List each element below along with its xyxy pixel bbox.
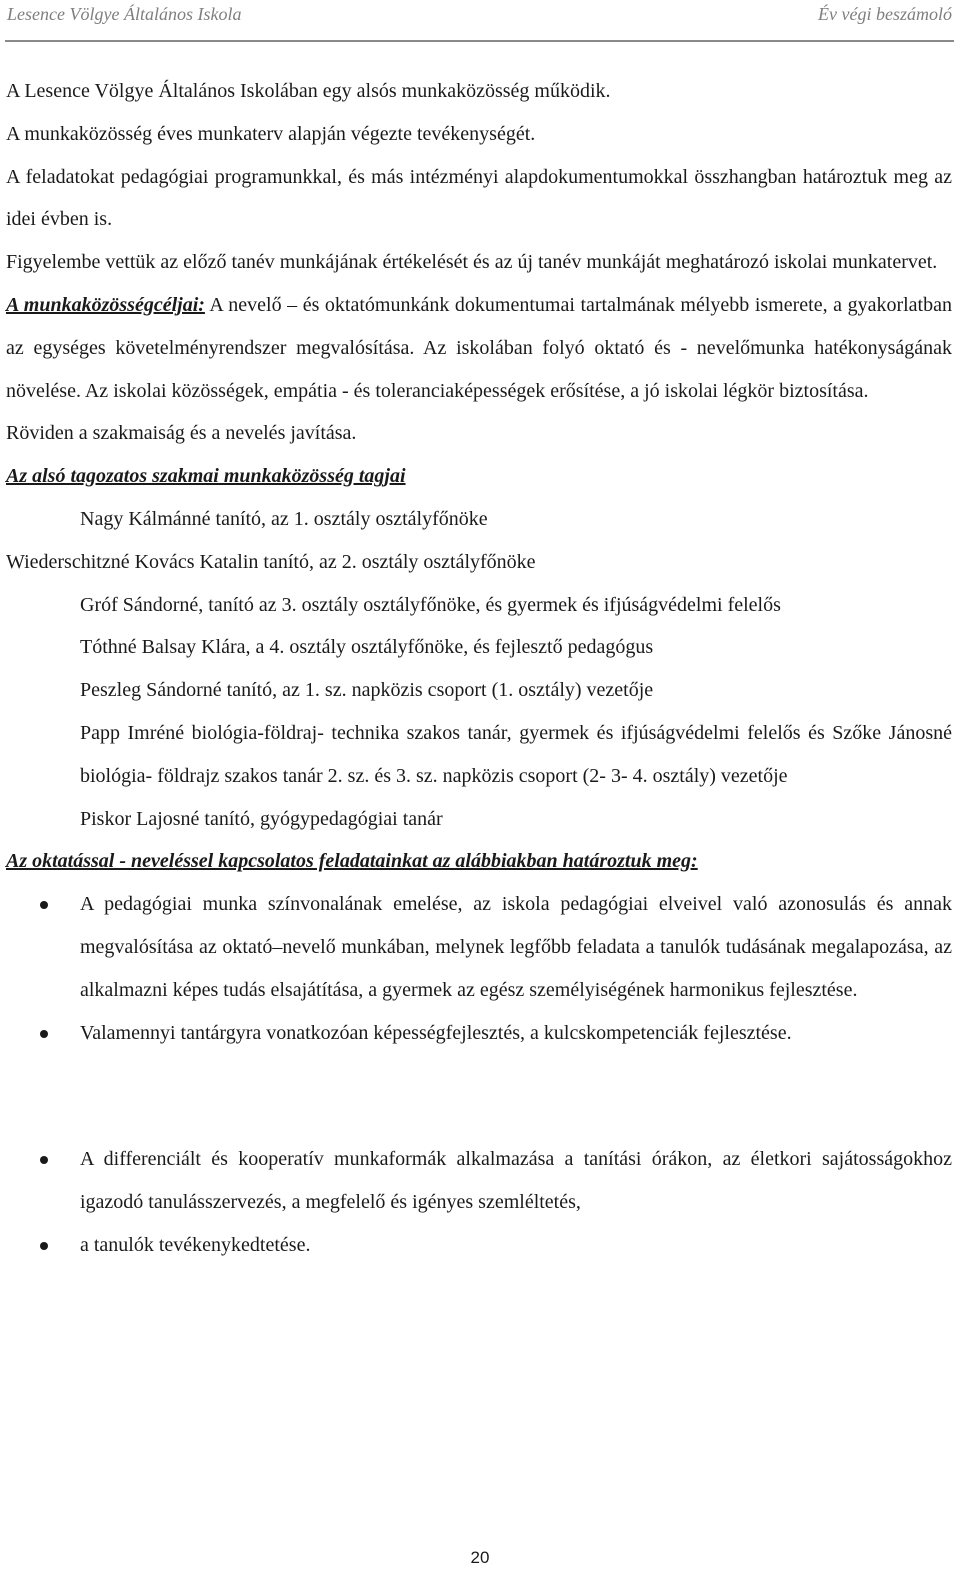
summary-line: Röviden a szakmaiság és a nevelés javítása. (6, 422, 357, 445)
task-bullet-text: A pedagógiai munka színvonalának emelése, az iskola pedagógiai elveivel való azonosulás és annak megvalósítása az oktató–nevelő munkában, melynek legfőbb feladata a tanulók tudásának megalapozása, az alkalmazni képes tudás elsajátítása, a gyermek az egész személyiségének harmonikus fejlesztése. (80, 893, 952, 1001)
member-item: Tóthné Balsay Klára, a 4. osztály osztályfőnöke, és fejlesztő pedagógus (80, 636, 654, 659)
task-bullet-text: a tanulók tevékenykedtetése. (80, 1233, 311, 1256)
task-bullet-text: Valamennyi tantárgyra vonatkozóan képességfejlesztés, a kulcskompetenciák fejlesztése. (80, 1021, 792, 1044)
paragraph-gap (6, 1054, 952, 1138)
bullet-icon (40, 1242, 48, 1250)
intro-line-1: A Lesence Völgye Általános Iskolában egy alsós munkaközösség működik. (6, 80, 611, 102)
member-item: Piskor Lajosné tanító, gyógypedagógiai tanár (80, 807, 443, 830)
goals-label: A munkaközösségcéljai: (6, 293, 205, 316)
task-bullet-item (6, 1138, 952, 1224)
header-document-title: Év végi beszámoló (818, 4, 952, 24)
goals-paragraph (6, 284, 952, 412)
member-item: Papp Imréné biológia-földraj- technika szakos tanár, gyermek és ifjúságvédelmi felelős és Szőke Jánosné biológia- földrajz szakos tanár 2. sz. és 3. sz. napközis csoport (2- 3- 4. osztály) vezetője (80, 721, 952, 787)
intro-line-2: A munkaközösség éves munkaterv alapján végezte tevékenységét. (6, 122, 536, 145)
task-bullet-text: A differenciált és kooperatív munkaformák alkalmazása a tanítási órákon, az életkori sajátosságokhoz igazodó tanulásszervezés, a megfelelő és igényes szemléltetés, (80, 1148, 952, 1214)
intro-line-3: A feladatokat pedagógiai programunkkal, és más intézményi alapdokumentumokkal összhangban határoztuk meg az idei évben is. (6, 165, 952, 231)
task-bullet-item (6, 1012, 952, 1055)
member-item: Nagy Kálmánné tanító, az 1. osztály osztályfőnöke (80, 507, 488, 530)
task-bullet-item (6, 1224, 952, 1267)
members-heading: Az alsó tagozatos szakmai munkaközösség tagjai (6, 465, 406, 488)
tasks-list-b (6, 1138, 952, 1266)
page-header (0, 0, 960, 42)
tasks-list-a (6, 883, 952, 1054)
header-school-name: Lesence Völgye Általános Iskola (7, 4, 242, 24)
bullet-icon (40, 901, 48, 909)
member-item: Wiederschitzné Kovács Katalin tanító, az 2. osztály osztályfőnöke (6, 550, 536, 573)
bullet-icon (40, 1156, 48, 1164)
goals-text: A nevelő – és oktatómunkánk dokumentumai tartalmának mélyebb ismerete, a gyakorlatban az egységes követelményrendszer megvalósítása. Az iskolában folyó oktató és - nevelőmunka hatékonyságának növelése. Az iskolai közösségek, empátia - és toleranciaképességek erősítése, a jó iskolai légkör biztosítása. (6, 293, 952, 402)
page-number: 20 (470, 1548, 490, 1567)
task-bullet-item (6, 883, 952, 1011)
bullet-icon (40, 1030, 48, 1038)
tasks-heading: Az oktatással - neveléssel kapcsolatos feladatainkat az alábbiakban határoztuk meg: (6, 850, 698, 873)
member-item: Gróf Sándorné, tanító az 3. osztály osztályfőnöke, és gyermek és ifjúságvédelmi felelős (80, 593, 781, 616)
document-body (6, 70, 952, 1267)
intro-line-4: Figyelembe vettük az előző tanév munkájának értékelését és az új tanév munkáját meghatározó iskolai munkatervet. (6, 251, 938, 274)
header-divider (5, 40, 954, 42)
member-item: Peszleg Sándorné tanító, az 1. sz. napközis csoport (1. osztály) vezetője (80, 679, 654, 702)
